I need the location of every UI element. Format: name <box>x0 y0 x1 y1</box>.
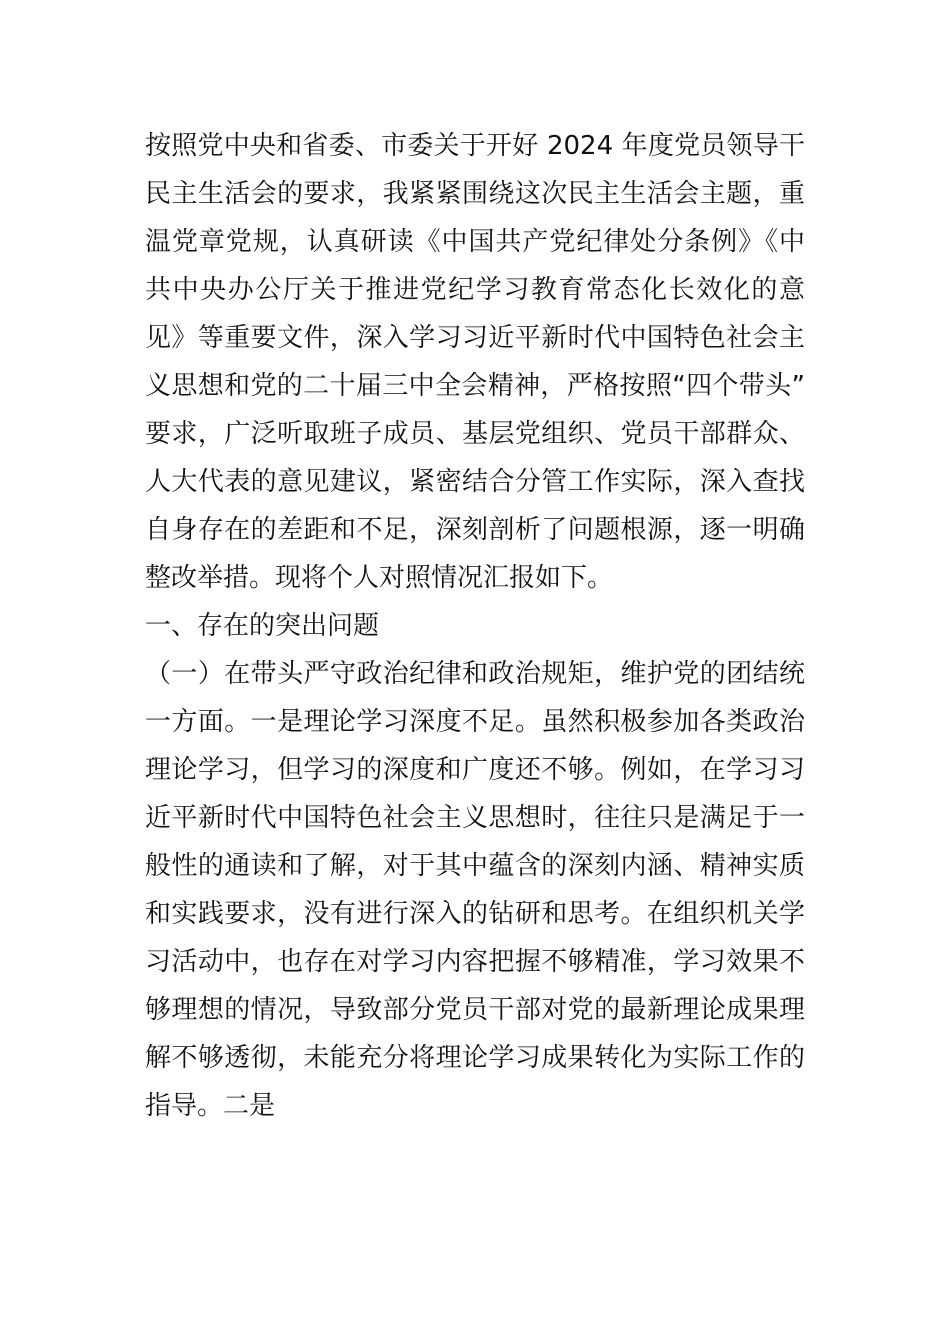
body-line-14: 理论学习，但学习的深度和广度还不够。例如，在学习习 <box>145 755 805 785</box>
body-line-2: 民主生活会的要求，我紧紧围绕这次民主生活会主题，重 <box>145 179 805 209</box>
body-line-12: （一）在带头严守政治纪律和政治规矩，维护党的团结统 <box>145 659 805 689</box>
body-line-9: 自身存在的差距和不足，深刻剖析了问题根源，逐一明确 <box>145 515 805 545</box>
body-line-8: 人大代表的意见建议，紧密结合分管工作实际，深入查找 <box>145 467 805 497</box>
body-line-16: 般性的通读和了解，对于其中蕴含的深刻内涵、精神实质 <box>145 851 805 881</box>
body-line-13: 一方面。一是理论学习深度不足。虽然积极参加各类政治 <box>145 707 805 737</box>
body-line-19: 够理想的情况，导致部分党员干部对党的最新理论成果理 <box>145 995 805 1025</box>
body-line-3: 温党章党规，认真研读《中国共产党纪律处分条例》《中 <box>145 227 805 257</box>
section-heading: 一、存在的突出问题 <box>145 611 380 641</box>
body-line-20: 解不够透彻，未能充分将理论学习成果转化为实际工作的 <box>145 1043 805 1073</box>
body-line-7: 要求，广泛听取班子成员、基层党组织、党员干部群众、 <box>145 419 805 449</box>
body-line-6: 义思想和党的二十届三中全会精神，严格按照“四个带头” <box>145 371 805 401</box>
body-line-21: 指导。二是 <box>145 1091 276 1121</box>
body-line-4: 共中央办公厅关于推进党纪学习教育常态化长效化的意 <box>145 275 805 305</box>
body-line-10: 整改举措。现将个人对照情况汇报如下。 <box>145 563 614 593</box>
body-line-5: 见》等重要文件，深入学习习近平新时代中国特色社会主 <box>145 323 805 353</box>
body-line-1: 按照党中央和省委、市委关于开好 2024 年度党员领导干 <box>145 131 805 161</box>
body-line-15: 近平新时代中国特色社会主义思想时，往往只是满足于一 <box>145 803 805 833</box>
body-line-17: 和实践要求，没有进行深入的钻研和思考。在组织机关学 <box>145 899 805 929</box>
body-line-18: 习活动中，也存在对学习内容把握不够精准，学习效果不 <box>145 947 805 977</box>
document-body <box>145 122 805 1130</box>
